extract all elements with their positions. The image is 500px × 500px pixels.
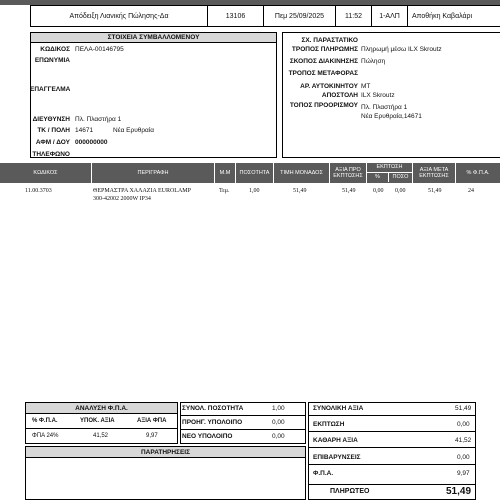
customer-vat-label: ΑΦΜ / ΔΟΥ <box>35 139 70 146</box>
vehicle-label-2: ΑΠΟΣΤΟΛΗ <box>321 92 358 99</box>
customer-zip-city-label: ΤΚ / ΠΟΛΗ <box>37 127 70 134</box>
row-description-2: 300-42002 2000W IP34 <box>93 196 151 202</box>
destination-label: ΤΟΠΟΣ ΠΡΟΟΡΙΣΜΟΥ <box>289 102 358 109</box>
col-discount <box>367 163 413 183</box>
row-value-after: 51,49 <box>428 188 442 194</box>
vat-total-value: 9,97 <box>457 470 470 477</box>
total-value-label: ΣΥΝΟΛΙΚΗ ΑΞΙΑ <box>313 405 364 412</box>
vat-row-vat: 9,97 <box>146 433 158 439</box>
charges-value: 0,00 <box>457 454 470 461</box>
doc-series-cell <box>371 5 408 27</box>
discount-label: ΕΚΠΤΩΣΗ <box>313 421 345 428</box>
balances-divider-1 <box>180 415 306 416</box>
purpose-value: Πώληση <box>361 58 386 65</box>
col-unit-price: ΤΙΜΗ ΜΟΝΑΔΟΣ <box>274 163 330 183</box>
customer-profession-label: ΕΠΑΓΓΕΛΜΑ <box>30 86 71 93</box>
col-value-before: ΑΞΙΑ ΠΡΟ ΕΚΠΤΩΣΗΣ <box>330 163 367 183</box>
customer-address-label: ΔΙΕΥΘΥΝΣΗ <box>32 116 70 123</box>
doc-info-title: ΣΧ. ΠΑΡΑΣΤΑΤΙΚΟ <box>301 37 358 44</box>
col-value-after: ΑΞΙΑ ΜΕΤΑ ΕΚΠΤΩΣΗΣ <box>413 163 456 183</box>
net-value: 41,52 <box>455 437 472 444</box>
vat-total-label: Φ.Π.Α. <box>313 470 334 477</box>
destination-value-2: Νέα Ερυθραία,14671 <box>361 113 422 120</box>
destination-value-1: Πλ. Πλαστήρα 1 <box>361 104 408 111</box>
row-description-1: ΘΕΡΜΑΣΤΡΑ ΧΑΛΑΖΙΑ EUROLAMP <box>93 188 191 194</box>
col-quantity: ΠΟΣΟΤΗΤΑ <box>236 163 274 183</box>
vat-row-label: ΦΠΑ 24% <box>32 433 59 439</box>
row-vat-pct: 24 <box>468 188 474 194</box>
row-discount-pct: 0,00 <box>373 188 384 194</box>
new-balance-label: ΝΕΟ ΥΠΟΛΟΙΠΟ <box>182 433 233 440</box>
prev-balance: 0,00 <box>272 419 285 426</box>
total-qty: 1,00 <box>272 405 285 412</box>
remarks-title: ΠΑΡΑΤΗΡΗΣΕΙΣ <box>26 447 305 458</box>
charges-label: ΕΠΙΒΑΡΥΝΣΕΙΣ <box>313 454 361 461</box>
total-qty-label: ΣΥΝΟΛ. ΠΟΣΟΤΗΤΑ <box>182 405 244 412</box>
customer-address: Πλ. Πλαστήρα 1 <box>75 116 122 123</box>
vehicle-label-1: ΑΡ. ΑΥΤΟΚΙΝΗΤΟΥ <box>300 83 358 90</box>
totals-divider-2 <box>308 431 476 432</box>
vat-row-base: 41,52 <box>93 433 109 439</box>
balances-divider-2 <box>180 429 306 430</box>
row-code: 11.00.3703 <box>25 188 52 194</box>
discount-value: 0,00 <box>457 421 470 428</box>
col-discount-pct: % <box>367 173 389 182</box>
row-unit: Τεμ. <box>219 188 230 194</box>
col-unit: Μ.Μ <box>215 163 236 183</box>
doc-time: 11:52 <box>345 12 362 20</box>
doc-date: Πεμ 25/09/2025 <box>274 12 325 20</box>
row-discount-amount: 0,00 <box>395 188 406 194</box>
doc-time-cell <box>335 5 372 27</box>
purpose-label: ΣΚΟΠΟΣ ΔΙΑΚΙΝΗΣΗΣ <box>289 58 358 65</box>
customer-vat: 000000000 <box>75 139 108 146</box>
payable-label: ΠΛΗΡΩΤΕΟ <box>330 488 370 495</box>
vehicle-value-2: ILX Skroutz <box>361 92 395 99</box>
vat-col-base: ΥΠΟΚ. ΑΞΙΑ <box>80 418 115 424</box>
col-vat-pct: % Φ.Π.Α. <box>456 163 500 183</box>
customer-zip: 14671 <box>75 127 94 134</box>
net-value-label: ΚΑΘΑΡΗ ΑΞΙΑ <box>313 437 358 444</box>
totals-divider-1 <box>308 415 476 416</box>
doc-date-cell <box>263 5 336 27</box>
customer-code-label: ΚΩΔΙΚΟΣ <box>40 46 70 53</box>
totals-divider-3 <box>308 447 476 448</box>
payable-value: 51,49 <box>446 486 472 497</box>
doc-series: 1-ΑΛΠ <box>379 12 400 20</box>
total-value: 51,49 <box>455 405 472 412</box>
doc-type: Απόδειξη Λιανικής Πώλησης-Δα <box>69 12 169 20</box>
vat-col-pct: % Φ.Π.Α. <box>32 418 58 424</box>
customer-phone-label: ΤΗΛΕΦΩΝΟ <box>32 151 70 158</box>
totals-divider-4 <box>308 464 476 465</box>
new-balance: 0,00 <box>272 433 285 440</box>
col-code: ΚΩΔΙΚΟΣ <box>0 163 92 183</box>
transport-label: ΤΡΟΠΟΣ ΜΕΤΑΦΟΡΑΣ <box>288 70 358 77</box>
customer-city: Νέα Ερυθραία <box>113 127 155 134</box>
payment-value: Πληρωμή μέσω ILX Skroutz <box>361 46 442 53</box>
vat-col-vat: ΑΞΙΑ ΦΠΑ <box>137 418 167 424</box>
remarks-box <box>25 446 306 500</box>
col-discount-amount: ΠΟΣΟ <box>392 174 409 181</box>
warehouse: Αποθήκη Καβαλάρι <box>412 12 473 20</box>
row-value-before: 51,49 <box>342 188 356 194</box>
doc-type-cell <box>30 5 208 27</box>
vat-divider <box>25 428 178 429</box>
warehouse-cell <box>407 5 500 27</box>
payment-label: ΤΡΟΠΟΣ ΠΛΗΡΩΜΗΣ <box>291 46 358 53</box>
doc-number-cell <box>207 5 264 27</box>
customer-name-label: ΕΠΩΝΥΜΙΑ <box>34 57 70 64</box>
row-unit-price: 51,49 <box>293 188 307 194</box>
col-description: ΠΕΡΙΓΡΑΦΗ <box>92 163 215 183</box>
row-quantity: 1,00 <box>249 188 260 194</box>
customer-code: ΠΕΛΑ-00146795 <box>75 46 124 53</box>
prev-balance-label: ΠΡΟΗΓ. ΥΠΟΛΟΙΠΟ <box>182 419 243 426</box>
vehicle-value-1: ΜΤ <box>361 83 371 90</box>
col-discount-title: ΕΚΠΤΩΣΗ <box>367 163 412 173</box>
vat-analysis-title: ΑΝΑΛΥΣΗ Φ.Π.Α. <box>26 403 177 414</box>
customer-section-title: ΣΤΟΙΧΕΙΑ ΣΥΜΒΑΛΛΟΜΕΝΟΥ <box>31 33 276 43</box>
doc-number: 13106 <box>225 12 246 20</box>
